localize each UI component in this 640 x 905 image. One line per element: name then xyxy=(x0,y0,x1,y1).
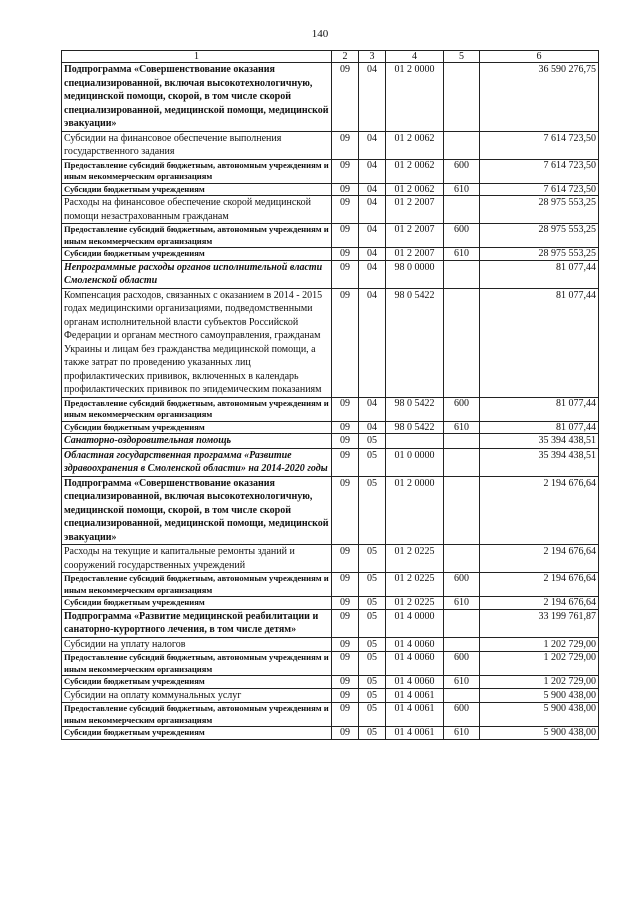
row-name: Расходы на текущие и капитальные ремонты зданий и сооружений государственных учреждений xyxy=(62,545,332,573)
row-target-article: 01 4 0061 xyxy=(386,688,444,703)
row-name: Субсидии бюджетным учреждениям xyxy=(62,421,332,434)
header-target-article: 4 xyxy=(386,51,444,63)
row-expense-type: 610 xyxy=(444,676,480,689)
row-target-article: 01 2 0225 xyxy=(386,545,444,573)
row-section: 09 xyxy=(332,288,359,397)
row-subsection: 04 xyxy=(359,63,386,132)
row-target-article: 01 2 2007 xyxy=(386,248,444,261)
row-section: 09 xyxy=(332,397,359,421)
row-name: Областная государственная программа «Развитие здравоохранения в Смоленской области» на 2014-2020 годы xyxy=(62,448,332,476)
table-row xyxy=(62,609,599,637)
row-subsection: 04 xyxy=(359,288,386,397)
header-name: 1 xyxy=(62,51,332,63)
row-sum: 28 975 553,25 xyxy=(480,196,599,224)
table-row xyxy=(62,597,599,610)
row-section: 09 xyxy=(332,421,359,434)
row-target-article: 01 2 0062 xyxy=(386,131,444,159)
row-subsection: 04 xyxy=(359,397,386,421)
table-row xyxy=(62,63,599,132)
row-name: Субсидии на финансовое обеспечение выполнения государственного задания xyxy=(62,131,332,159)
row-section: 09 xyxy=(332,448,359,476)
row-target-article: 01 4 0061 xyxy=(386,727,444,740)
row-subsection: 05 xyxy=(359,609,386,637)
row-subsection: 05 xyxy=(359,688,386,703)
row-section: 09 xyxy=(332,676,359,689)
row-sum: 2 194 676,64 xyxy=(480,573,599,597)
table-row xyxy=(62,421,599,434)
row-subsection: 04 xyxy=(359,183,386,196)
row-expense-type xyxy=(444,448,480,476)
row-section: 09 xyxy=(332,637,359,652)
row-sum: 81 077,44 xyxy=(480,288,599,397)
row-sum: 1 202 729,00 xyxy=(480,652,599,676)
row-name: Компенсация расходов, связанных с оказанием в 2014 - 2015 годах медицинскими организациями, подведомственными органам исполнительной власти субъектов Российской Федерации и органам местного самоуправления, гражданам Украины и лицам без гражданства медицинской помощи, а также затрат по проведению указанных лиц профилактических прививок, включенных в календарь профилактических прививок по эпидемическим показаниям xyxy=(62,288,332,397)
row-name: Субсидии бюджетным учреждениям xyxy=(62,727,332,740)
row-section: 09 xyxy=(332,727,359,740)
row-sum: 7 614 723,50 xyxy=(480,159,599,183)
row-name: Подпрограмма «Совершенствование оказания специализированной, включая высокотехнологичную, медицинской помощи, скорой, в том числе скорой специализированной, медицинской помощи, медицинской эвакуации» xyxy=(62,476,332,545)
row-subsection: 04 xyxy=(359,421,386,434)
table-row xyxy=(62,288,599,397)
header-section: 2 xyxy=(332,51,359,63)
row-section: 09 xyxy=(332,703,359,727)
row-sum: 2 194 676,64 xyxy=(480,476,599,545)
budget-table xyxy=(61,50,599,740)
row-target-article: 01 2 0225 xyxy=(386,573,444,597)
row-target-article xyxy=(386,434,444,449)
row-target-article: 01 4 0061 xyxy=(386,703,444,727)
row-subsection: 04 xyxy=(359,196,386,224)
row-section: 09 xyxy=(332,545,359,573)
row-target-article: 01 2 0062 xyxy=(386,159,444,183)
row-target-article: 01 2 2007 xyxy=(386,196,444,224)
row-sum: 33 199 761,87 xyxy=(480,609,599,637)
row-subsection: 05 xyxy=(359,727,386,740)
table-row xyxy=(62,476,599,545)
row-expense-type xyxy=(444,476,480,545)
row-expense-type: 600 xyxy=(444,652,480,676)
row-target-article: 01 2 0062 xyxy=(386,183,444,196)
row-section: 09 xyxy=(332,434,359,449)
table-row xyxy=(62,637,599,652)
row-sum: 28 975 553,25 xyxy=(480,224,599,248)
row-name: Предоставление субсидий бюджетным, автономным учреждениям и иным некоммерческим организациям xyxy=(62,159,332,183)
row-section: 09 xyxy=(332,224,359,248)
row-section: 09 xyxy=(332,248,359,261)
row-expense-type: 610 xyxy=(444,421,480,434)
row-target-article: 01 4 0060 xyxy=(386,637,444,652)
row-sum: 1 202 729,00 xyxy=(480,637,599,652)
row-expense-type: 600 xyxy=(444,703,480,727)
table-row xyxy=(62,676,599,689)
row-sum: 81 077,44 xyxy=(480,421,599,434)
row-name: Предоставление субсидий бюджетным, автономным учреждениям и иным некоммерческим организациям xyxy=(62,573,332,597)
row-name: Непрограммные расходы органов исполнительной власти Смоленской области xyxy=(62,260,332,288)
row-target-article: 01 4 0060 xyxy=(386,652,444,676)
row-section: 09 xyxy=(332,131,359,159)
table-row xyxy=(62,131,599,159)
row-name: Субсидии бюджетным учреждениям xyxy=(62,676,332,689)
row-subsection: 04 xyxy=(359,224,386,248)
row-name: Субсидии бюджетным учреждениям xyxy=(62,597,332,610)
row-sum: 5 900 438,00 xyxy=(480,727,599,740)
row-subsection: 04 xyxy=(359,260,386,288)
row-target-article: 98 0 5422 xyxy=(386,421,444,434)
table-row xyxy=(62,545,599,573)
row-target-article: 98 0 0000 xyxy=(386,260,444,288)
row-section: 09 xyxy=(332,196,359,224)
row-name: Субсидии бюджетным учреждениям xyxy=(62,183,332,196)
row-sum: 35 394 438,51 xyxy=(480,434,599,449)
table-header-row xyxy=(62,51,599,63)
row-expense-type: 610 xyxy=(444,248,480,261)
row-subsection: 05 xyxy=(359,573,386,597)
row-expense-type: 600 xyxy=(444,397,480,421)
row-expense-type: 610 xyxy=(444,183,480,196)
row-name: Расходы на финансовое обеспечение скорой медицинской помощи незастрахованным гражданам xyxy=(62,196,332,224)
table-row xyxy=(62,727,599,740)
row-name: Санаторно-оздоровительная помощь xyxy=(62,434,332,449)
row-name: Предоставление субсидий бюджетным, автономным учреждениям и иным некоммерческим организациям xyxy=(62,397,332,421)
row-expense-type: 610 xyxy=(444,727,480,740)
row-subsection: 05 xyxy=(359,676,386,689)
row-sum: 1 202 729,00 xyxy=(480,676,599,689)
header-expense-type: 5 xyxy=(444,51,480,63)
table-body xyxy=(62,63,599,740)
row-sum: 7 614 723,50 xyxy=(480,131,599,159)
table-row xyxy=(62,260,599,288)
row-sum: 35 394 438,51 xyxy=(480,448,599,476)
header-subsection: 3 xyxy=(359,51,386,63)
row-expense-type: 610 xyxy=(444,597,480,610)
page-number: 140 xyxy=(311,28,329,40)
row-target-article: 01 4 0000 xyxy=(386,609,444,637)
row-subsection: 04 xyxy=(359,159,386,183)
row-section: 09 xyxy=(332,652,359,676)
row-target-article: 01 2 0000 xyxy=(386,63,444,132)
row-expense-type xyxy=(444,609,480,637)
row-subsection: 05 xyxy=(359,703,386,727)
row-name: Подпрограмма «Совершенствование оказания специализированной, включая высокотехнологичную, медицинской помощи, скорой, в том числе скорой специализированной, медицинской помощи, медицинской эвакуации» xyxy=(62,63,332,132)
row-subsection: 05 xyxy=(359,652,386,676)
row-expense-type xyxy=(444,637,480,652)
table-row xyxy=(62,397,599,421)
row-expense-type xyxy=(444,688,480,703)
row-section: 09 xyxy=(332,476,359,545)
row-target-article: 98 0 5422 xyxy=(386,397,444,421)
row-sum: 36 590 276,75 xyxy=(480,63,599,132)
row-section: 09 xyxy=(332,573,359,597)
row-sum: 81 077,44 xyxy=(480,260,599,288)
row-name: Предоставление субсидий бюджетным, автономным учреждениям и иным некоммерческим организациям xyxy=(62,703,332,727)
table-row xyxy=(62,703,599,727)
row-expense-type xyxy=(444,545,480,573)
table-row xyxy=(62,248,599,261)
table-row xyxy=(62,688,599,703)
table-row xyxy=(62,224,599,248)
row-sum: 5 900 438,00 xyxy=(480,688,599,703)
table-row xyxy=(62,434,599,449)
row-subsection: 05 xyxy=(359,448,386,476)
table-row xyxy=(62,196,599,224)
row-target-article: 01 4 0060 xyxy=(386,676,444,689)
row-name: Предоставление субсидий бюджетным, автономным учреждениям и иным некоммерческим организациям xyxy=(62,652,332,676)
row-subsection: 05 xyxy=(359,476,386,545)
row-section: 09 xyxy=(332,183,359,196)
row-target-article: 01 2 0000 xyxy=(386,476,444,545)
row-expense-type xyxy=(444,196,480,224)
row-expense-type xyxy=(444,434,480,449)
row-sum: 2 194 676,64 xyxy=(480,545,599,573)
row-section: 09 xyxy=(332,609,359,637)
row-expense-type: 600 xyxy=(444,573,480,597)
table-row xyxy=(62,448,599,476)
row-subsection: 05 xyxy=(359,637,386,652)
row-sum: 2 194 676,64 xyxy=(480,597,599,610)
row-subsection: 04 xyxy=(359,248,386,261)
row-expense-type xyxy=(444,288,480,397)
table-row xyxy=(62,573,599,597)
row-name: Субсидии бюджетным учреждениям xyxy=(62,248,332,261)
row-subsection: 05 xyxy=(359,597,386,610)
row-subsection: 04 xyxy=(359,131,386,159)
row-subsection: 05 xyxy=(359,434,386,449)
row-section: 09 xyxy=(332,63,359,132)
row-expense-type xyxy=(444,63,480,132)
row-sum: 5 900 438,00 xyxy=(480,703,599,727)
row-section: 09 xyxy=(332,260,359,288)
row-name: Субсидии на оплату коммунальных услуг xyxy=(62,688,332,703)
row-target-article: 98 0 5422 xyxy=(386,288,444,397)
row-name: Подпрограмма «Развитие медицинской реабилитации и санаторно-курортного лечения, в том числе детям» xyxy=(62,609,332,637)
row-section: 09 xyxy=(332,597,359,610)
row-target-article: 01 0 0000 xyxy=(386,448,444,476)
row-subsection: 05 xyxy=(359,545,386,573)
row-section: 09 xyxy=(332,159,359,183)
row-expense-type: 600 xyxy=(444,159,480,183)
table-row xyxy=(62,159,599,183)
row-sum: 81 077,44 xyxy=(480,397,599,421)
table-row xyxy=(62,652,599,676)
row-section: 09 xyxy=(332,688,359,703)
table-row xyxy=(62,183,599,196)
row-name: Субсидии на уплату налогов xyxy=(62,637,332,652)
header-sum: 6 xyxy=(480,51,599,63)
row-target-article: 01 2 2007 xyxy=(386,224,444,248)
row-target-article: 01 2 0225 xyxy=(386,597,444,610)
row-sum: 7 614 723,50 xyxy=(480,183,599,196)
row-name: Предоставление субсидий бюджетным, автономным учреждениям и иным некоммерческим организациям xyxy=(62,224,332,248)
row-expense-type xyxy=(444,260,480,288)
row-expense-type xyxy=(444,131,480,159)
row-sum: 28 975 553,25 xyxy=(480,248,599,261)
row-expense-type: 600 xyxy=(444,224,480,248)
